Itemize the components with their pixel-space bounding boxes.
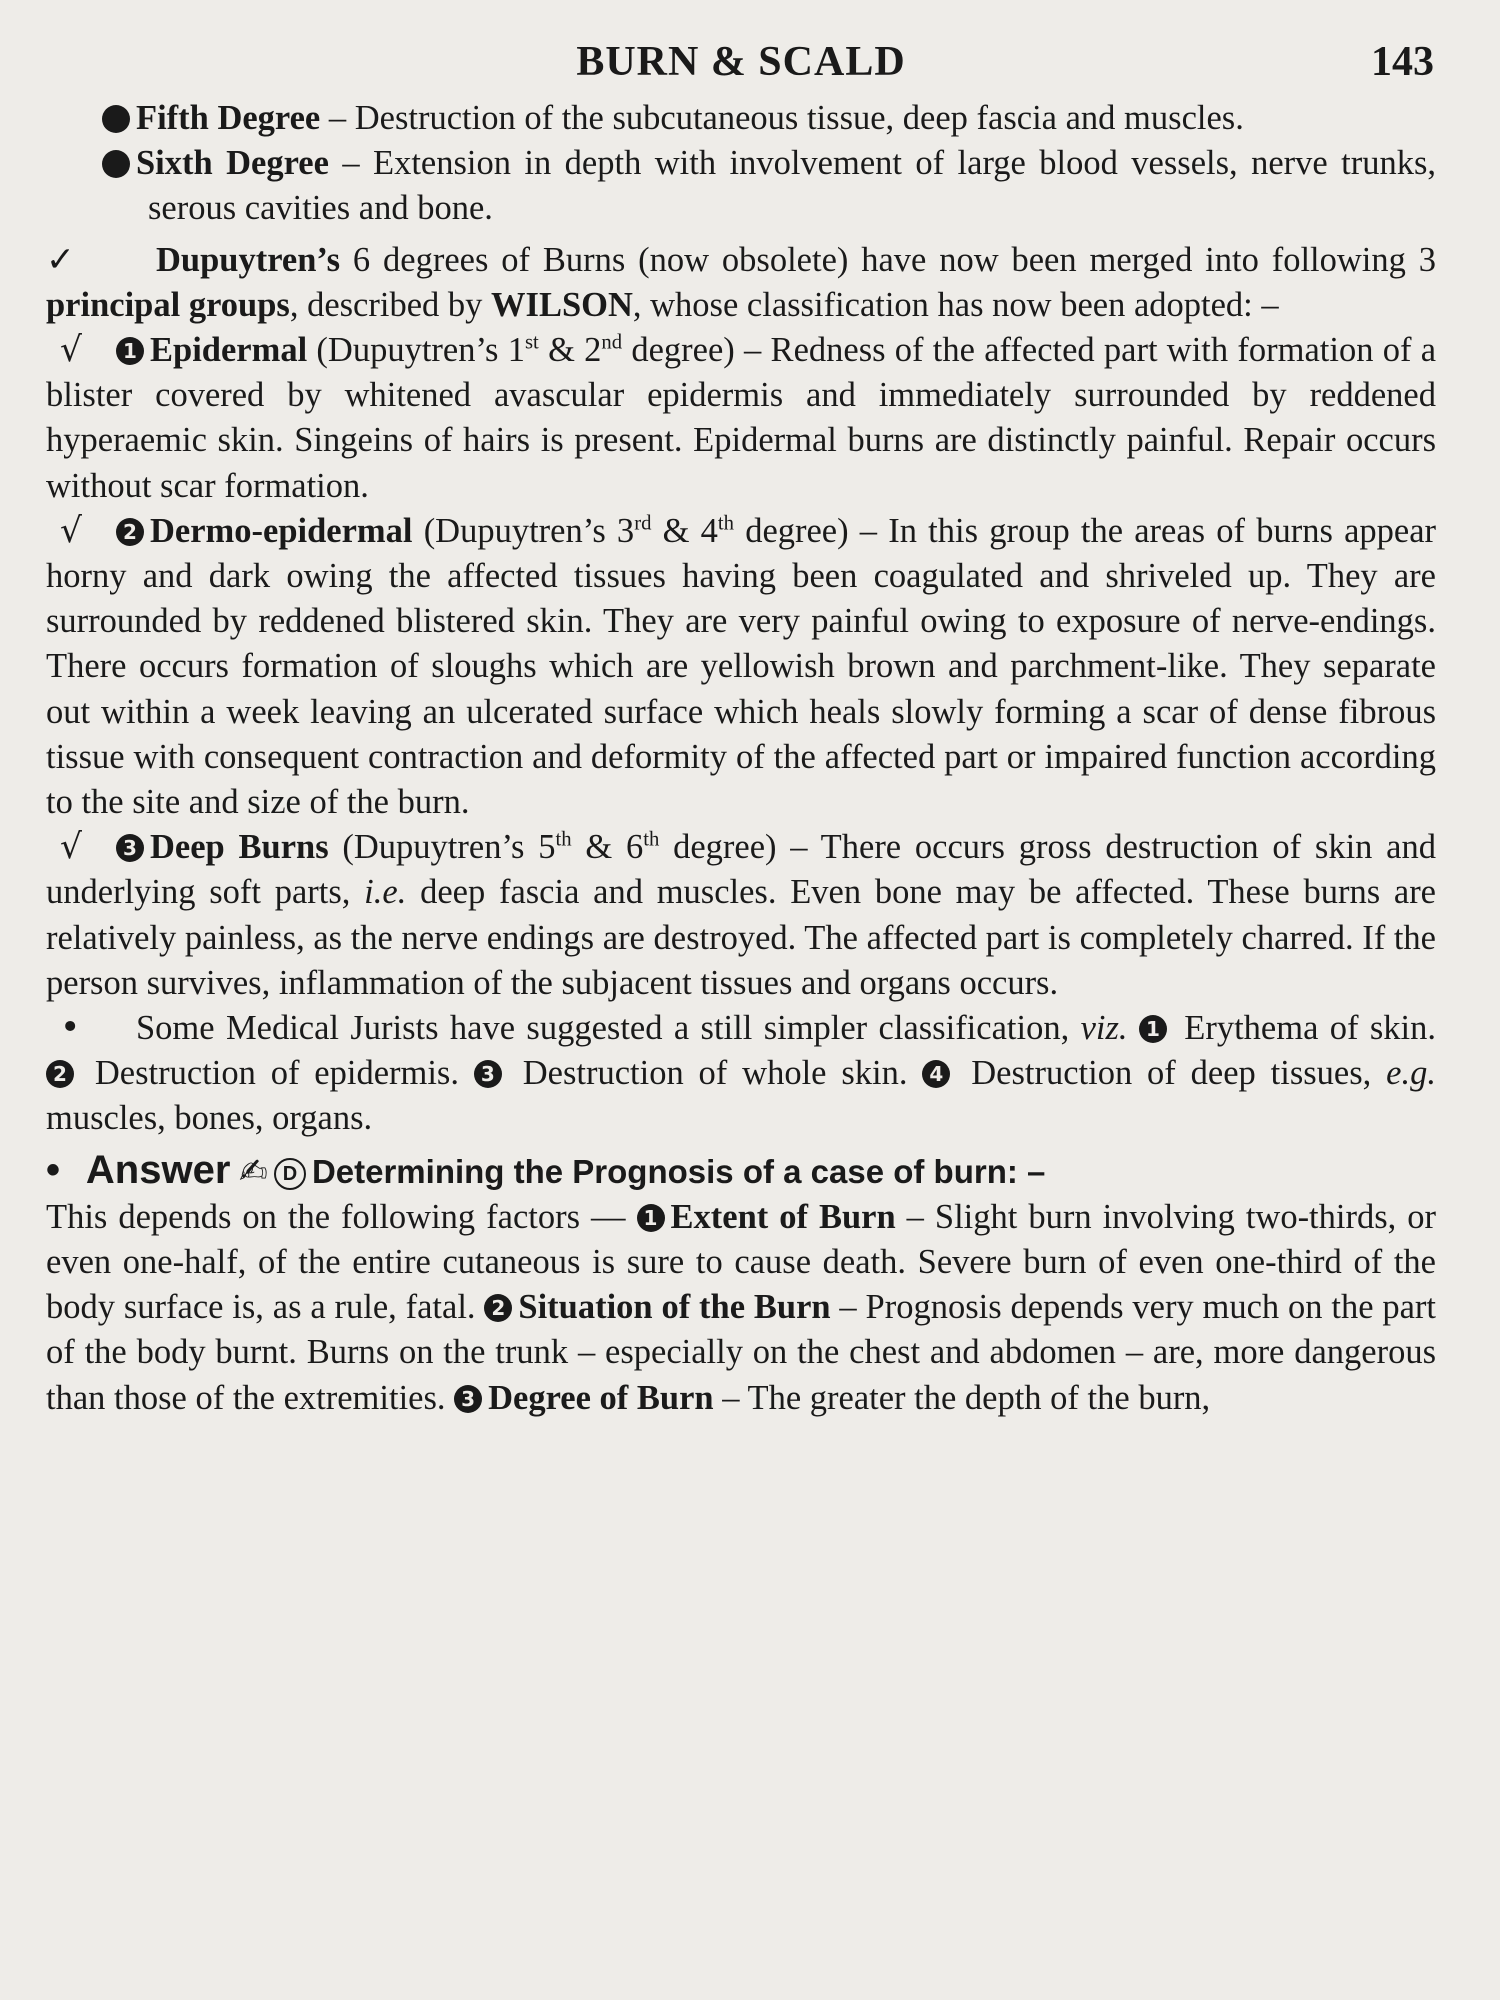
group-title: Dermo-epidermal — [150, 511, 413, 550]
superscript: rd — [634, 512, 652, 535]
answer-text: – Prognosis depends very much on the part of the body burnt. Burns on the trunk – especially on the chest and abdomen – are, more dangerous than those of the extremities. — [46, 1288, 1437, 1417]
group-text: – In this group the areas of burns appear horny and dark owing the affected tissues having been coagulated and shriveled up. They are surrounded by reddened blistered skin. They are very painful owing to exposure of nerve-endings. There occurs formation of sloughs which are yellowish brown and parchment-like. They separate out within a week leaving an ulcerated surface which heals slowly forming a scar of dense fibrous tissue with consequent contraction and deformity of the affected part or impaired function according to the site and size of the burn. — [46, 511, 1436, 822]
group-ref: (Dupuytren’s 3 — [412, 511, 635, 550]
intro-emph: WILSON — [491, 285, 633, 324]
jurists-text: Destruction of epidermis. — [80, 1054, 474, 1093]
intro-emph: principal groups — [46, 285, 290, 324]
number-badge: 2 — [46, 1060, 74, 1088]
page-number: 143 — [1371, 39, 1434, 85]
group-ref: degree) — [622, 331, 735, 370]
group-title: Deep Burns — [150, 828, 329, 867]
degree-title: Sixth Degree — [136, 144, 329, 183]
number-badge: 3 — [116, 834, 144, 862]
superscript: st — [525, 331, 539, 354]
jurists-text: Some Medical Jurists have suggested a still simpler classification, — [136, 1009, 1081, 1048]
jurists-text: muscles, bones, organs. — [46, 1099, 373, 1138]
italic-abbrev: viz. — [1080, 1009, 1128, 1048]
degree-title: Fifth Degree — [136, 99, 321, 137]
number-badge: 4 — [922, 1060, 950, 1088]
tick-icon: √ — [60, 330, 82, 371]
group-title: Epidermal — [150, 331, 308, 370]
italic-abbrev: i.e. — [364, 873, 407, 912]
page-header — [46, 38, 1436, 96]
number-badge: 5 — [102, 105, 130, 133]
answer-title: Determining the Prognosis of a case of burn: – — [311, 1152, 1046, 1190]
pen-icon: ✍ — [239, 1152, 268, 1191]
intro-emph: Dupuytren’s — [156, 240, 341, 279]
group-ref: (Dupuytren’s 1 — [307, 331, 525, 370]
degree-item — [46, 96, 1436, 141]
bullet-icon: • — [46, 1147, 61, 1192]
intro-paragraph — [46, 238, 1436, 328]
answer-heading — [46, 1148, 1436, 1195]
jurists-text: Destruction of whole skin. — [507, 1054, 923, 1093]
number-badge: 2 — [116, 518, 144, 546]
group-text: – There occurs gross destruction of skin and underlying soft parts, — [46, 828, 1436, 912]
group-ref: degree) — [734, 511, 849, 550]
answer-paragraph — [46, 1195, 1436, 1421]
superscript: nd — [601, 331, 623, 354]
group-paragraph — [46, 825, 1436, 1006]
jurists-text: Destruction of deep tissues, — [956, 1054, 1387, 1093]
intro-text: 6 degrees of Burns (now obsolete) have now been merged into following 3 — [340, 240, 1436, 279]
factor-title: Extent of Burn — [670, 1197, 896, 1236]
group-ref: & 4 — [651, 511, 718, 550]
group-paragraph — [46, 328, 1436, 509]
jurists-text: Erythema of skin. — [1172, 1009, 1437, 1048]
answer-label: Answer — [85, 1147, 231, 1192]
intro-text: , whose classification has now been adopted: – — [632, 285, 1279, 324]
answer-text: This depends on the following factors — — [46, 1197, 637, 1236]
group-ref: (Dupuytren’s 5 — [328, 828, 556, 867]
jurists-paragraph — [46, 1006, 1436, 1142]
tick-icon: √ — [60, 510, 82, 551]
factor-title: Situation of the Burn — [518, 1288, 831, 1327]
number-badge: 1 — [1139, 1015, 1167, 1043]
superscript: th — [555, 828, 572, 851]
group-paragraph — [46, 509, 1436, 825]
answer-text: – Slight burn involving two-thirds, or even one-half, of the entire cutaneous is sure to cause death. Severe burn of even one-third of the body surface is, as a rule, fatal. — [46, 1197, 1436, 1327]
degree-item — [46, 141, 1436, 231]
bullet-icon: • — [60, 1008, 81, 1049]
group-ref: degree) — [659, 828, 777, 867]
answer-text: – The greater the depth of the burn, — [713, 1378, 1211, 1417]
number-badge: 3 — [474, 1060, 502, 1088]
number-badge: 1 — [637, 1204, 665, 1232]
superscript: th — [717, 512, 734, 535]
letter-badge: D — [274, 1158, 306, 1190]
degree-text: – Extension in depth with involvement of large blood vessels, nerve trunks, serous cavities and bone. — [148, 144, 1436, 228]
degree-text: – Destruction of the subcutaneous tissue, deep fascia and muscles. — [320, 99, 1244, 137]
tick-icon: √ — [60, 827, 82, 868]
group-text: deep fascia and muscles. Even bone may be affected. These burns are relatively painless, as the nerve endings are destroyed. The affected part is completely charred. If the person survives, inflammation of the subjacent tissues and organs occurs. — [46, 873, 1436, 1002]
number-badge: 6 — [102, 150, 130, 178]
intro-text: , described by — [289, 285, 492, 324]
factor-title: Degree of Burn — [488, 1378, 714, 1417]
italic-abbrev: e.g. — [1386, 1054, 1436, 1093]
number-badge: 2 — [484, 1294, 512, 1322]
number-badge: 3 — [454, 1385, 482, 1413]
check-icon: ✓ — [46, 239, 75, 280]
group-text: – Redness of the affected part with formation of a blister covered by whitened avascular epidermis and immediately surrounded by reddened hyperaemic skin. Singeins of hairs is present. Epidermal burns are distinctly painful. Repair occurs without scar formation. — [46, 331, 1437, 505]
group-ref: & 2 — [538, 331, 602, 370]
number-badge: 1 — [116, 337, 144, 365]
chapter-title: BURN & SCALD — [576, 39, 906, 85]
superscript: th — [643, 828, 660, 851]
group-ref: & 6 — [571, 828, 644, 867]
